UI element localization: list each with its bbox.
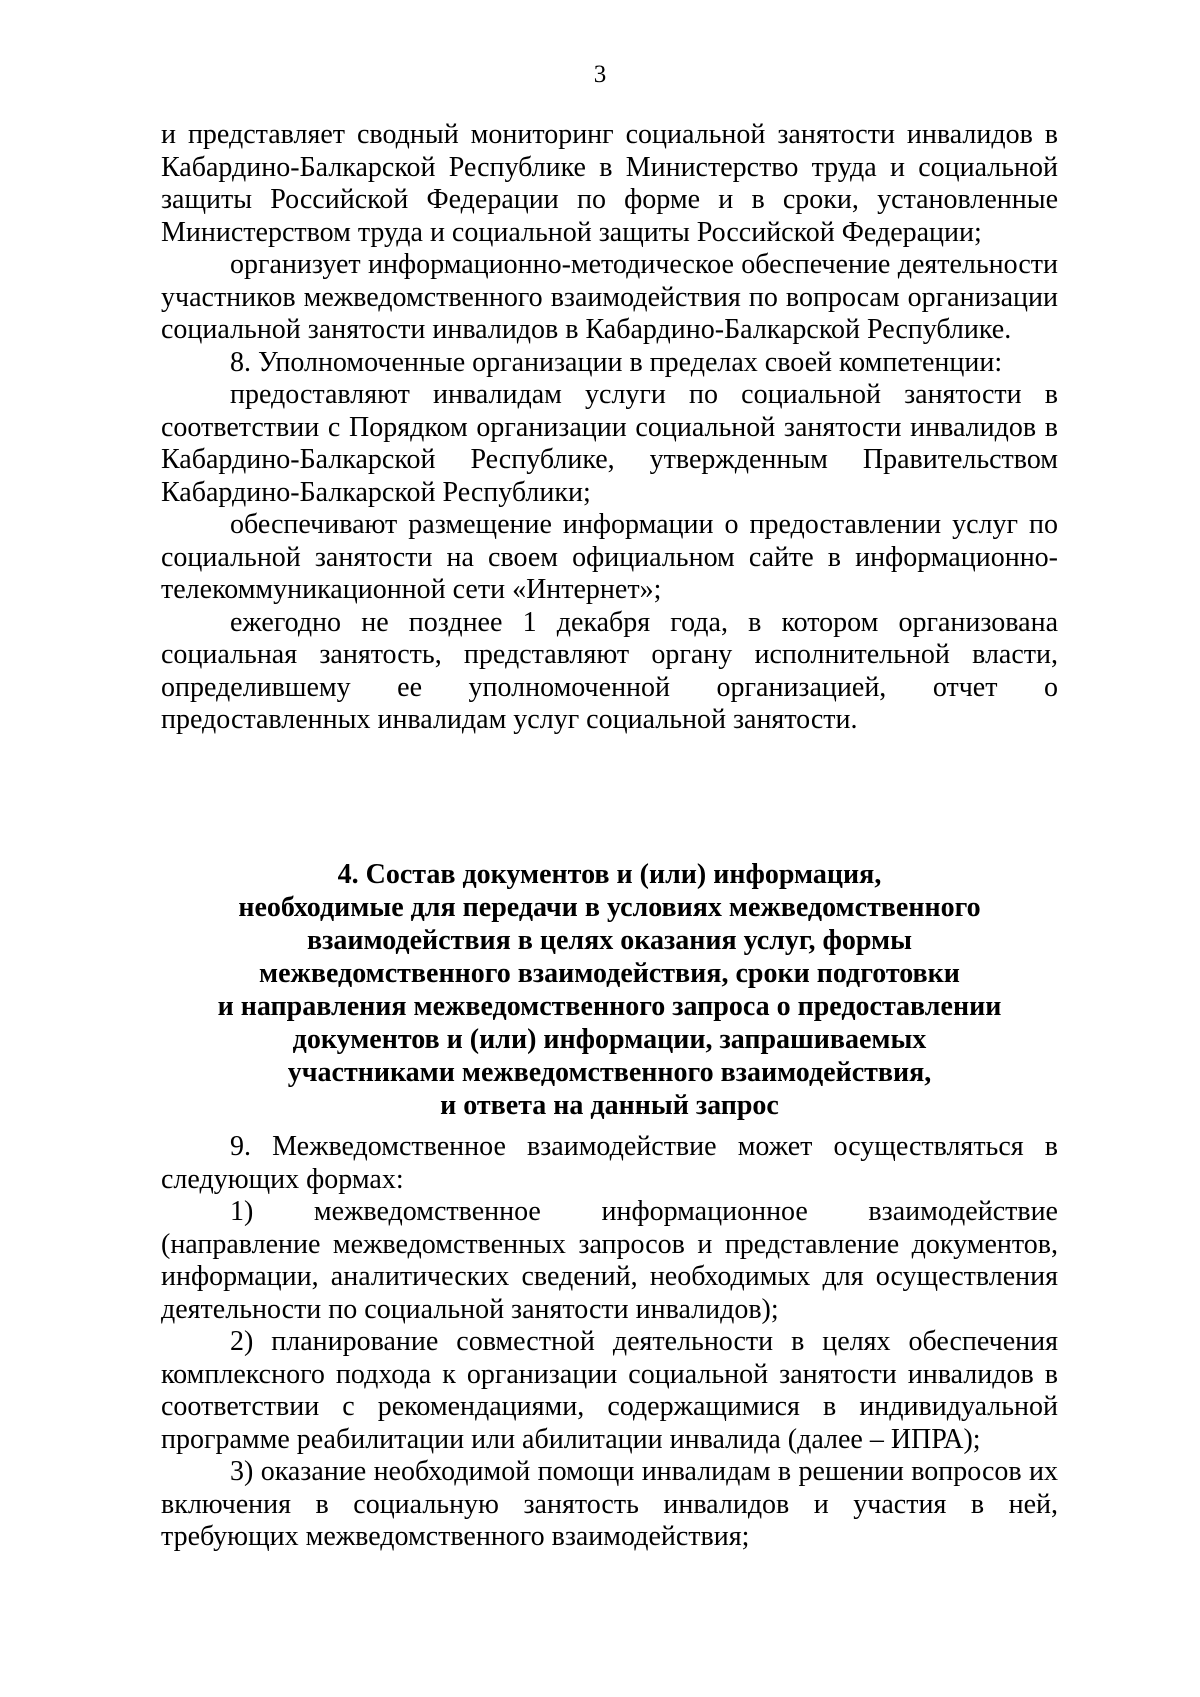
page-number: 3	[593, 61, 607, 88]
paragraph: ежегодно не позднее 1 декабря года, в котором организована социальная занятость, представляют органу исполнительной власти, определившему ее уполномоченной организацией, отчет о предоставленных инвалидам услуг социальной занятости.	[161, 606, 1058, 735]
paragraph: и представляет сводный мониторинг социальной занятости инвалидов в Кабардино-Балкарской Республике в Министерство труда и социальной защиты Российской Федерации по форме и в сроки, установленные Министерством труда и социальной защиты Российской Федерации;	[161, 119, 1058, 248]
heading-line: необходимые для передачи в условиях межведомственного	[238, 892, 981, 923]
paragraph: 1) межведомственное информационное взаимодействие (направление межведомственных запросов и представление документов, информации, аналитических сведений, необходимых для осуществления деятельности по социальной занятости инвалидов);	[161, 1196, 1058, 1325]
heading-line: и направления межведомственного запроса о предоставлении	[217, 991, 1002, 1022]
paragraph: организует информационно-методическое обеспечение деятельности участников межведомственного взаимодействия по вопросам организации социальной занятости инвалидов в Кабардино-Балкарской Республике.	[161, 249, 1058, 345]
heading-line: взаимодействия в целях оказания услуг, формы	[307, 925, 912, 956]
body-text-top	[161, 119, 1058, 737]
heading-line: и ответа на данный запрос	[440, 1090, 779, 1121]
body-text-bottom	[161, 1131, 1058, 1554]
paragraph: предоставляют инвалидам услуги по социальной занятости в соответствии с Порядком организации социальной занятости инвалидов в Кабардино-Балкарской Республике, утвержденным Правительством Кабардино-Балкарской Республики;	[161, 379, 1058, 508]
paragraph: 9. Межведомственное взаимодействие может осуществляться в следующих формах:	[161, 1131, 1058, 1195]
heading-line: документов и (или) информации, запрашиваемых	[292, 1024, 927, 1055]
paragraph: 8. Уполномоченные организации в пределах своей компетенции:	[230, 346, 1003, 378]
heading-line: 4. Состав документов и (или) информация,	[337, 859, 882, 890]
heading-line: участниками межведомственного взаимодействия,	[287, 1057, 932, 1088]
paragraph: 3) оказание необходимой помощи инвалидам в решении вопросов их включения в социальную занятость инвалидов и участия в ней, требующих межведомственного взаимодействия;	[161, 1456, 1058, 1552]
paragraph: обеспечивают размещение информации о предоставлении услуг по социальной занятости на своем официальном сайте в информационно-телекоммуникационной сети «Интернет»;	[161, 509, 1058, 605]
paragraph: 2) планирование совместной деятельности в целях обеспечения комплексного подхода к организации социальной занятости инвалидов в соответствии с рекомендациями, содержащимися в индивидуальной программе реабилитации или абилитации инвалида (далее – ИПРА);	[161, 1326, 1058, 1455]
heading-line: межведомственного взаимодействия, сроки подготовки	[259, 958, 960, 989]
section-heading	[161, 858, 1058, 1122]
